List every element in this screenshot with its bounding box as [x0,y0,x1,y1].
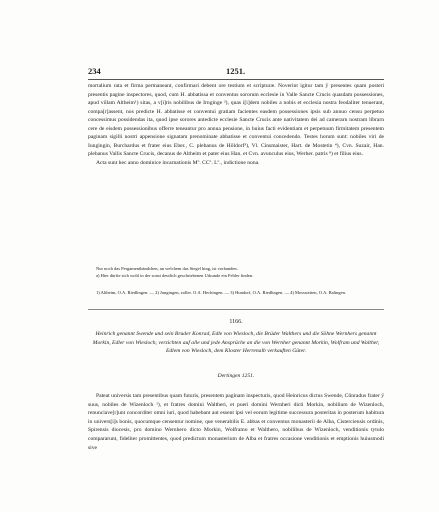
apparatus-notes [88,266,384,279]
running-year: 1251. [226,66,246,76]
charter-dating: Acta sunt hec anno dominice incarnationis Mº. CCº. Lº., indictione nona. [96,159,260,166]
footnote-list: 1) Altheim, O.A. Riedlingen. — 2) Jungingen, zoller. O.A. Hechingen. — 3) Hundorf, O.A. Riedlingen. — 4) Mossstetten, O.A. Balingen. [96,290,346,295]
seal-note: Nur noch das Pergamentbändchen, an welchem das Siegel hing, ist vorhanden. [96,266,238,271]
charter-text [88,82,384,167]
textual-note: a) Hier dürfte sich wohl in der sonst deutlich geschriebenen Urkunde ein Fehler finden. [96,272,254,278]
page-header [88,66,384,78]
footnotes [88,290,384,297]
regest-summary: Heinrich genannt Swende und sein Bruder Konrad, Edle von Wiesloch, die Brüder Walthers und die Söhne Wernhers genannt Morkin, Edler von Wiesloch, verzichten auf alle und jede Ansprüche an die von Wernher genannt Morkin, Wolfram und Walther, Edlem von Wiesloch, dem Kloster Herrenalb verkauften Güter. [92,331,380,355]
dateline: Dertingen 1251. [217,373,255,379]
page-number: 234 [88,66,101,76]
charter-paragraph: mortalium rata et firma permaneant, confirmari debent ore testium et scripturæ. Noverint igitur tam ÿ presentes quam posteri presentis pagine inspectores, quod, cum H. abbatissa et conventus sororum ecclesie in Valle Sancte Crucis quasdam possessiones, apud villam Altheim¹) sitas, a v[i]ris nobilibus de Irnginge ²), quas i[i]dem nobiles a nobis et ecclesia nostra feodaliter tenuerant, compa[r]assent, nos predicte H. abbatisse et conventui gratiam facientes easdem possessiones ipsis sub annuo censu perpetuo concessimus possidendas ita, quod ipse sorores antedicte ecclesie Sancte Crucis ante nativitatem dei ad camerarn nostram librarn cere de eisdem possessionibus offerre teneantur pro annua pensione, in huius facti evidentiam et perpetuum firmitatem presentem paginam sigilli nostri appensione signatam prenominate abbatisse et conventui concedendo. Testes horum sunt: nobiles viri de Iungingin, Burchardus et frater eius Eber., C. plebanus de Hôldorf³), Vl. Cinsmaister, Hart. de Mostetin ⁴), Cvn. Suzair, Han. plebanus Vallis Sancte Crucis, decanus de Altheim et pater eius Han. et Cvn. avunculus eius, Werher. patris ⁸) et filius eius. [88,83,384,157]
charter-2-text [88,392,384,452]
section-divider [88,309,384,310]
charter-2-paragraph: Pateat universis tam presentibus quam futuris, presentem paginam inspecturis, quod Heinricus dictus Swende, Cůnradus frater ÿ suus, nobiles de Wizenloch ¹), et fratres domini Waltheri, et pueri domini Wernheri dicti Morkin, nobilium de Wizenloch, renunciave[r]unt concorditer omni iuri, quod habebant aut essent ipsi vel eorum legitime successura posteritas in posterum habitura in univers[i]s bonis, quocumque censentur nomine, que venerabilis E. abbas et conventus monasterii de Alba, Cisterciensis ordinis, Spirensis diocesis, pro domino Wernhero dicto Morkin, Wolframo et Walthero, nobilibus de Wizenloch, venditionis tytulo compararunt, fideliter promittentes, quod predictum monasterium de Alba et fratres occasione venditionis et emptionis huiusmodi sive [88,393,384,451]
document-number: 1166. [229,319,243,325]
header-rule [88,79,384,80]
